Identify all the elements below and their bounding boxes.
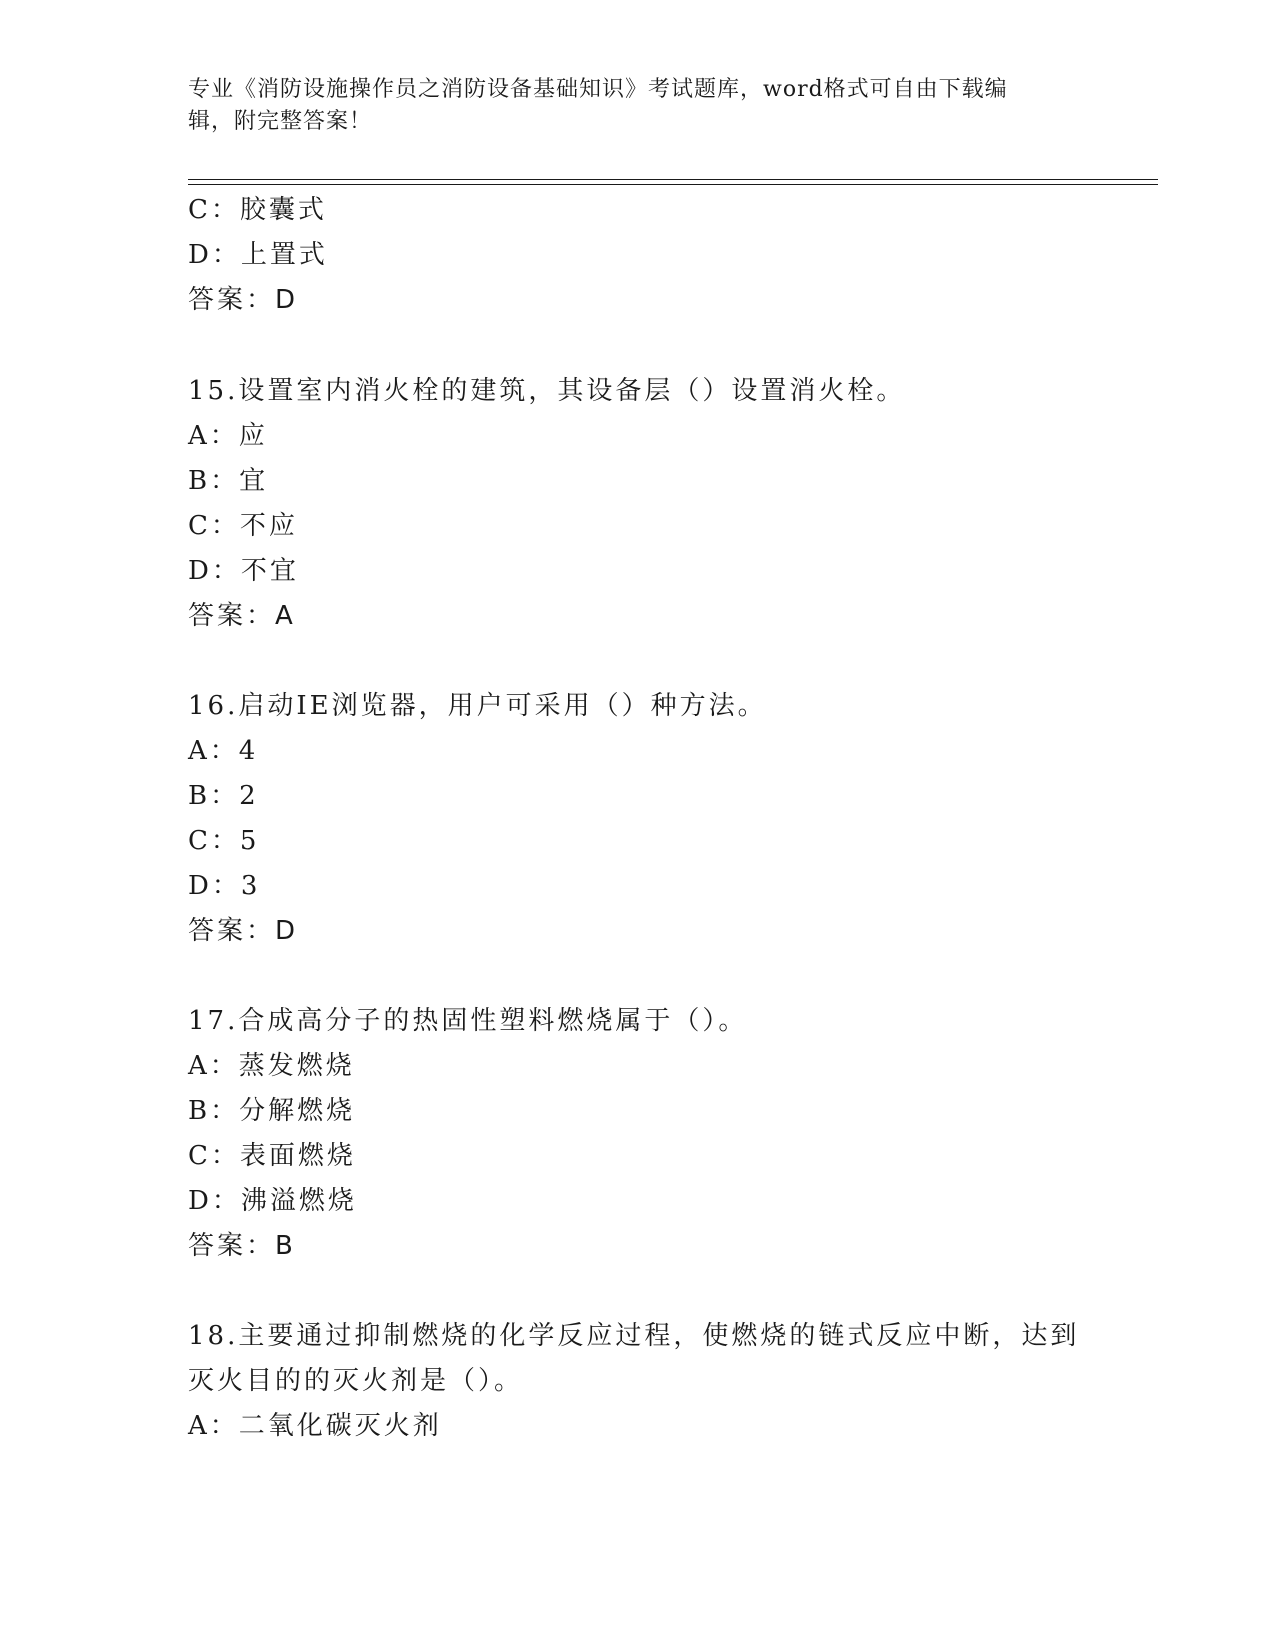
header-line-1: 专业《消防设施操作员之消防设备基础知识》考试题库，word格式可自由下载编 — [188, 77, 1008, 102]
q16-option-d: D：3 — [188, 871, 261, 901]
q17-option-b: B：分解燃烧 — [188, 1096, 356, 1126]
q15-option-d: D：不宜 — [188, 556, 299, 586]
header-line-2: 辑，附完整答案！ — [188, 109, 373, 134]
document-header — [188, 74, 1088, 138]
q15-answer: 答案：A — [188, 601, 296, 631]
q17-answer: 答案：B — [188, 1231, 296, 1261]
q18-option-a: A：二氧化碳灭火剂 — [188, 1411, 442, 1441]
q15-option-b: B：宜 — [188, 466, 269, 496]
question-15: 15.设置室内消火栓的建筑，其设备层（）设置消火栓。 — [188, 376, 906, 406]
question-17: 17.合成高分子的热固性塑料燃烧属于（）。 — [188, 1006, 748, 1036]
q17-option-a: A：蒸发燃烧 — [188, 1051, 355, 1081]
q16-option-b: B：2 — [188, 781, 259, 811]
question-18-line-2: 灭火目的的灭火剂是（）。 — [188, 1366, 524, 1396]
q16-option-c: C：5 — [188, 826, 260, 856]
prev-option-c: C：胶囊式 — [188, 195, 327, 225]
q17-option-c: C：表面燃烧 — [188, 1141, 356, 1171]
q16-answer: 答案：D — [188, 916, 299, 946]
q15-option-a: A：应 — [188, 421, 268, 451]
prev-option-d: D：上置式 — [188, 240, 328, 270]
prev-answer: 答案：D — [188, 285, 299, 315]
header-rule-top — [188, 179, 1158, 180]
question-16: 16.启动IE浏览器，用户可采用（）种方法。 — [188, 691, 767, 721]
header-rule-bottom — [188, 184, 1158, 185]
question-18-line-1: 18.主要通过抑制燃烧的化学反应过程，使燃烧的链式反应中断，达到 — [188, 1321, 1080, 1351]
q16-option-a: A：4 — [188, 736, 259, 766]
q15-option-c: C：不应 — [188, 511, 298, 541]
q17-option-d: D：沸溢燃烧 — [188, 1186, 357, 1216]
